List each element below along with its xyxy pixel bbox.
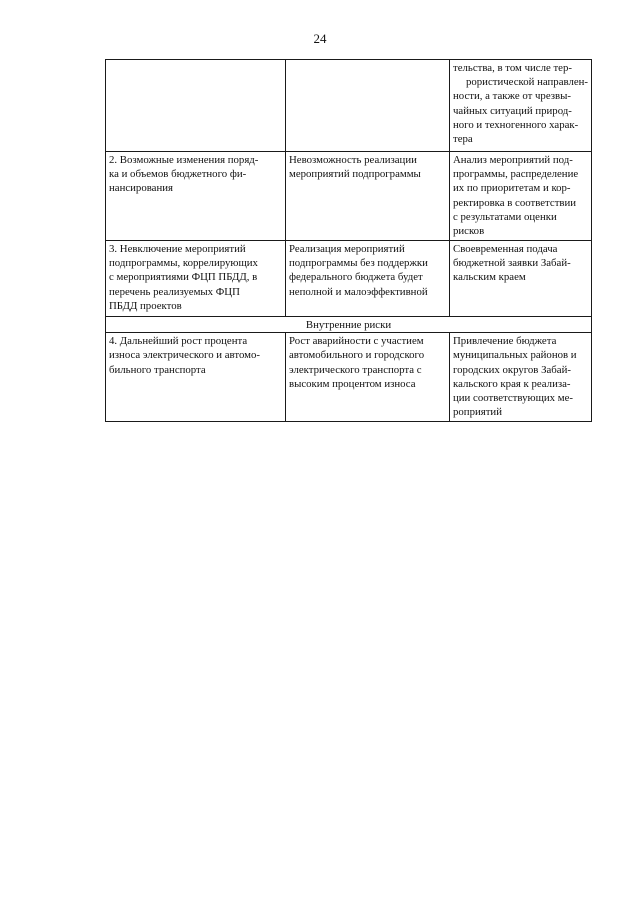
cell-line: износа электрического и автомо- xyxy=(109,349,260,362)
cell-line: роприятий xyxy=(453,406,502,419)
cell-line: кальским краем xyxy=(453,271,526,284)
consequence-cell xyxy=(286,152,450,241)
cell-line: высоким процентом износа xyxy=(289,377,416,390)
cell-line: городских округов Забай- xyxy=(453,363,571,376)
risk-cell xyxy=(106,60,286,152)
risk-cell xyxy=(106,333,286,422)
cell-line: Привлечение бюджета xyxy=(453,335,557,348)
cell-line: их по приоритетам и кор- xyxy=(453,182,571,195)
cell-line: кальского края к реализа- xyxy=(453,377,571,390)
consequence-cell xyxy=(286,241,450,317)
section-header-row xyxy=(106,317,592,333)
cell-line: тельства, в том числе тер- xyxy=(453,62,572,74)
cell-line: Своевременная подача xyxy=(453,243,558,255)
cell-line: ка и объемов бюджетного фи- xyxy=(109,168,247,181)
risk-cell xyxy=(106,152,286,241)
consequence-cell xyxy=(286,60,450,152)
cell-line: рористической направлен- xyxy=(465,76,588,89)
cell-line: подпрограммы, коррелирующих xyxy=(109,257,258,270)
cell-line: Рост аварийности с участием xyxy=(289,335,424,348)
table-row xyxy=(106,60,592,152)
cell-line: 4. Дальнейший рост процента xyxy=(109,335,248,348)
cell-line: нансирования xyxy=(109,182,173,195)
cell-line: электрического транспорта с xyxy=(289,363,422,376)
cell-line: неполной и малоэффективной xyxy=(289,285,428,298)
cell-line: мероприятий подпрограммы xyxy=(289,168,421,181)
cell-line: Реализация мероприятий xyxy=(289,243,405,255)
cell-line: 3. Невключение мероприятий xyxy=(109,243,246,255)
cell-line: бюджетной заявки Забай- xyxy=(453,257,571,270)
cell-line: чайных ситуаций природ- xyxy=(453,104,572,117)
cell-line: рисков xyxy=(453,225,485,238)
risk-cell xyxy=(106,241,286,317)
cell-line: федерального бюджета будет xyxy=(289,271,423,284)
risk-table xyxy=(105,59,592,422)
section-header: Внутренние риски xyxy=(106,317,592,333)
cell-line: тера xyxy=(453,133,473,146)
consequence-cell xyxy=(286,333,450,422)
cell-line: бильного транспорта xyxy=(109,363,206,376)
cell-line: ции соответствующих ме- xyxy=(453,392,573,405)
measure-cell xyxy=(450,60,592,152)
cell-line: с мероприятиями ФЦП ПБДД, в xyxy=(109,271,258,284)
measure-cell xyxy=(450,333,592,422)
cell-line: ного и техногенного харак- xyxy=(453,118,579,131)
measure-cell xyxy=(450,152,592,241)
cell-line: с результатами оценки xyxy=(453,210,557,223)
table-row xyxy=(106,241,592,317)
cell-line: Анализ мероприятий под- xyxy=(453,154,573,166)
cell-line: перечень реализуемых ФЦП xyxy=(109,285,240,298)
table-row xyxy=(106,333,592,422)
page-number: 24 xyxy=(313,31,327,46)
cell-line: подпрограммы без поддержки xyxy=(289,257,428,270)
table-row xyxy=(106,152,592,241)
cell-line: ности, а также от чрезвы- xyxy=(453,90,571,103)
cell-line: Невозможность реализации xyxy=(289,154,417,166)
cell-line: 2. Возможные изменения поряд- xyxy=(109,154,259,166)
cell-line: ректировка в соответствии xyxy=(453,196,577,209)
cell-line: муниципальных районов и xyxy=(453,349,577,362)
cell-line: ПБДД проектов xyxy=(109,299,182,312)
cell-line: программы, распределение xyxy=(453,168,579,181)
measure-cell xyxy=(450,241,592,317)
cell-line: автомобильного и городского xyxy=(289,349,425,362)
